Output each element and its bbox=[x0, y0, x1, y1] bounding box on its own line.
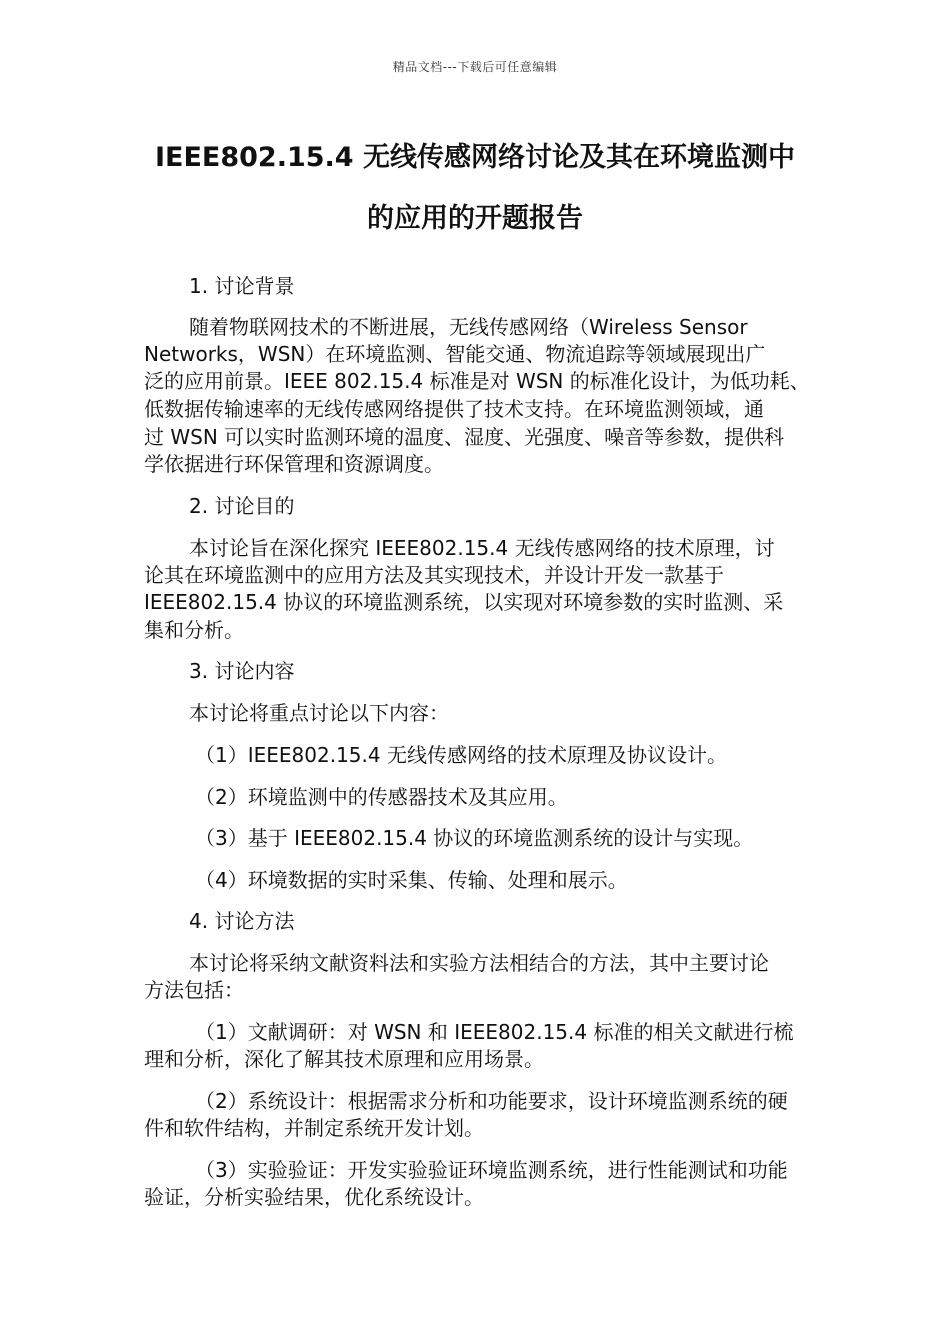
section-heading-3: 3. 讨论内容 bbox=[189, 659, 295, 683]
paragraph-line: 验证，分析实验结果，优化系统设计。 bbox=[144, 1185, 484, 1209]
list-item: （1）IEEE802.15.4 无线传感网络的技术原理及协议设计。 bbox=[195, 743, 727, 767]
paragraph-line: （1）文献调研：对 WSN 和 IEEE802.15.4 标准的相关文献进行梳 bbox=[195, 1020, 794, 1044]
document-title-line-1: IEEE802.15.4 无线传感网络讨论及其在环境监测中 bbox=[154, 142, 795, 173]
section-heading-2: 2. 讨论目的 bbox=[189, 494, 295, 518]
section-heading-1: 1. 讨论背景 bbox=[189, 274, 295, 298]
paragraph-line: 学依据进行环保管理和资源调度。 bbox=[144, 452, 444, 476]
paragraph-line: 集和分析。 bbox=[144, 618, 244, 642]
paragraph-line: （3）实验验证：开发实验验证环境监测系统，进行性能测试和功能 bbox=[195, 1158, 788, 1182]
paragraph-line: 件和软件结构，并制定系统开发计划。 bbox=[144, 1116, 484, 1140]
paragraph-line: 方法包括： bbox=[144, 978, 244, 1002]
paragraph-line: （2）系统设计：根据需求分析和功能要求，设计环境监测系统的硬 bbox=[195, 1089, 788, 1113]
header-note: 精品文档---下载后可任意编辑 bbox=[392, 60, 558, 74]
document-title-line-2: 的应用的开题报告 bbox=[367, 203, 583, 234]
paragraph-line: 论其在环境监测中的应用方法及其实现技术，并设计开发一款基于 bbox=[144, 563, 724, 587]
list-item: （4）环境数据的实时采集、传输、处理和展示。 bbox=[195, 868, 628, 892]
paragraph-line: 低数据传输速率的无线传感网络提供了技术支持。在环境监测领域，通 bbox=[144, 397, 764, 421]
paragraph-line: 过 WSN 可以实时监测环境的温度、湿度、光强度、噪音等参数，提供科 bbox=[144, 425, 785, 449]
paragraph-line: 理和分析，深化了解其技术原理和应用场景。 bbox=[144, 1047, 544, 1071]
section-heading-4: 4. 讨论方法 bbox=[189, 909, 295, 933]
paragraph-line: 随着物联网技术的不断进展，无线传感网络（Wireless Sensor bbox=[189, 315, 748, 339]
paragraph-line: 本讨论将采纳文献资料法和实验方法相结合的方法，其中主要讨论 bbox=[189, 951, 769, 975]
paragraph-line: 本讨论旨在深化探究 IEEE802.15.4 无线传感网络的技术原理，讨 bbox=[189, 536, 775, 560]
paragraph-line: IEEE802.15.4 协议的环境监测系统，以实现对环境参数的实时监测、采 bbox=[144, 590, 784, 614]
paragraph-line: Networks，WSN）在环境监测、智能交通、物流追踪等领域展现出广 bbox=[144, 342, 766, 366]
paragraph-line: 本讨论将重点讨论以下内容： bbox=[189, 701, 449, 725]
list-item: （2）环境监测中的传感器技术及其应用。 bbox=[195, 785, 568, 809]
list-item: （3）基于 IEEE802.15.4 协议的环境监测系统的设计与实现。 bbox=[195, 826, 754, 850]
paragraph-line: 泛的应用前景。IEEE 802.15.4 标准是对 WSN 的标准化设计，为低功耗、 bbox=[144, 369, 810, 393]
